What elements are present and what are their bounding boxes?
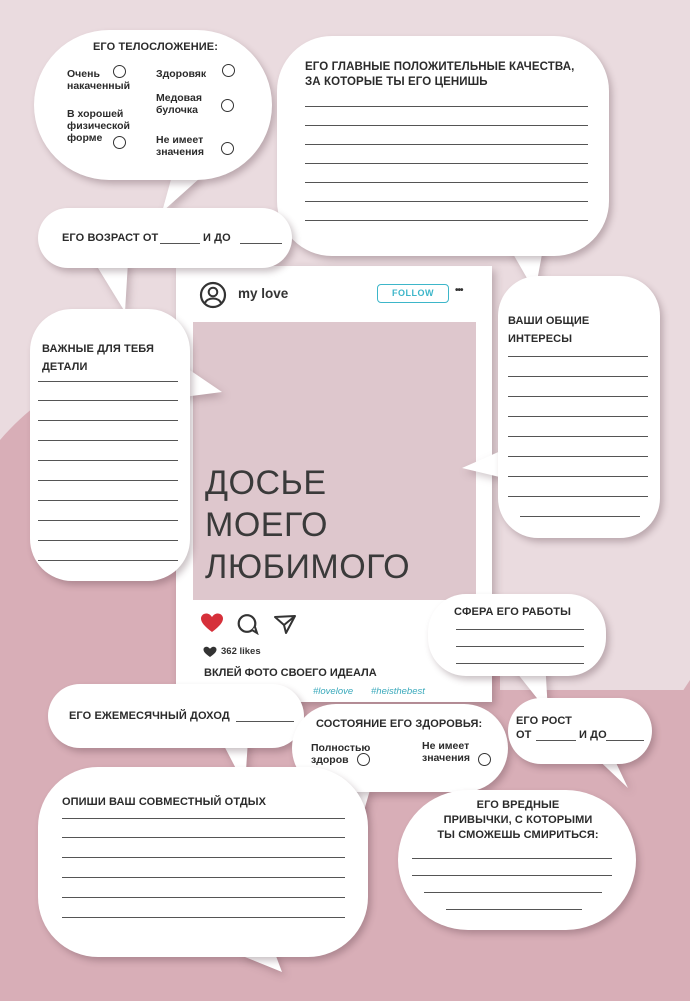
income-field[interactable] — [236, 721, 294, 722]
physique-option-2-radio[interactable] — [222, 64, 235, 77]
physique-option-5-radio[interactable] — [221, 142, 234, 155]
follow-button[interactable]: FOLLOW — [377, 284, 449, 303]
likes-count: 362 likes — [221, 646, 261, 657]
title-line-1: ДОСЬЕ — [205, 464, 327, 502]
physique-option-3-radio[interactable] — [221, 99, 234, 112]
hashtag-2[interactable]: #heisthebest — [371, 686, 425, 697]
health-title: СОСТОЯНИЕ ЕГО ЗДОРОВЬЯ: — [316, 718, 483, 730]
age-to-label: И ДО — [203, 232, 231, 244]
title-line-2: МОЕГО — [205, 506, 328, 544]
title-line-3: ЛЮБИМОГО — [205, 548, 411, 586]
interests-title: ВАШИ ОБЩИЕ ИНТЕРЕСЫ — [508, 315, 590, 345]
age-from-field[interactable] — [160, 243, 200, 244]
habits-title: ЕГО ВРЕДНЫЕ ПРИВЫЧКИ, С КОТОРЫМИ ТЫ СМОЖЕШЬ СМИРИТЬСЯ: — [437, 799, 599, 841]
height-from-field[interactable] — [536, 740, 576, 741]
details-title: ВАЖНЫЕ ДЛЯ ТЕБЯ ДЕТАЛИ — [42, 343, 154, 373]
health-option-2-radio[interactable] — [478, 753, 491, 766]
physique-option-1-label: Очень накаченный — [67, 68, 131, 92]
physique-option-4-radio[interactable] — [113, 136, 126, 149]
age-from-label: ЕГО ВОЗРАСТ ОТ — [62, 232, 159, 244]
more-options-icon[interactable]: ••• — [455, 285, 463, 296]
height-to-label: И ДО — [579, 729, 607, 741]
health-option-1-radio[interactable] — [357, 753, 370, 766]
qualities-title: ЕГО ГЛАВНЫЕ ПОЛОЖИТЕЛЬНЫЕ КАЧЕСТВА, ЗА КОТОРЫЕ ТЫ ЕГО ЦЕНИШЬ — [305, 61, 575, 88]
physique-option-5-label: Не имеет значения — [156, 134, 204, 158]
height-title: ЕГО РОСТ — [516, 715, 572, 727]
leisure-title: ОПИШИ ВАШ СОВМЕСТНЫЙ ОТДЫХ — [62, 796, 267, 808]
post-username: my love — [238, 286, 289, 301]
physique-option-2-label: Здоровяк — [156, 68, 207, 80]
health-option-1-label: Полностью здоров — [311, 742, 371, 766]
health-option-2-label: Не имеет значения — [422, 740, 470, 764]
height-from-label: ОТ — [516, 729, 532, 741]
work-title: СФЕРА ЕГО РАБОТЫ — [454, 606, 571, 618]
physique-option-1-radio[interactable] — [113, 65, 126, 78]
physique-title: ЕГО ТЕЛОСЛОЖЕНИЕ: — [93, 41, 218, 53]
post-caption: ВКЛЕЙ ФОТО СВОЕГО ИДЕАЛА — [204, 667, 377, 679]
income-title: ЕГО ЕЖЕМЕСЯЧНЫЙ ДОХОД — [69, 710, 230, 722]
physique-option-4-label: В хорошей физической форме — [67, 108, 130, 144]
height-to-field[interactable] — [606, 740, 644, 741]
physique-option-3-label: Медовая булочка — [156, 92, 202, 116]
hashtag-1[interactable]: #lovelove — [313, 686, 354, 697]
age-to-field[interactable] — [240, 243, 282, 244]
